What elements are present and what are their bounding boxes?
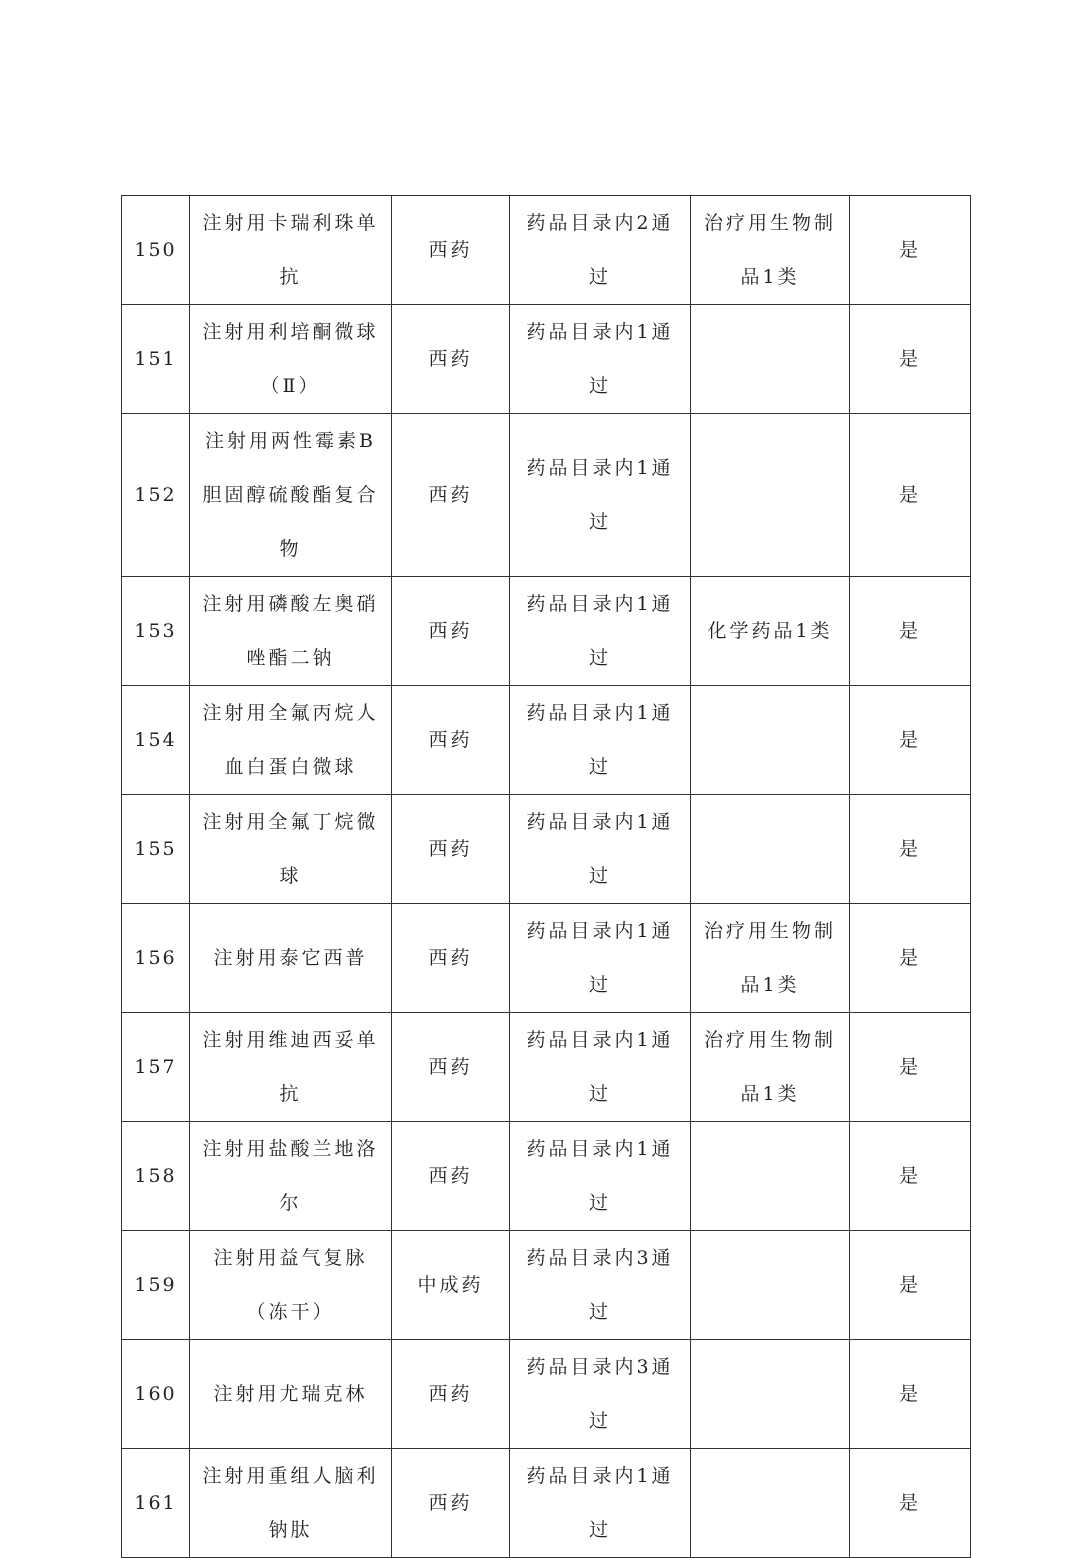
- row-number: 154: [122, 686, 190, 795]
- catalog-status: 药品目录内1通过: [510, 305, 691, 414]
- table-row: [122, 577, 971, 686]
- drug-type: 西药: [392, 305, 510, 414]
- row-number: 158: [122, 1122, 190, 1231]
- drug-type: 西药: [392, 904, 510, 1013]
- drug-name: 注射用利培酮微球（Ⅱ）: [190, 305, 392, 414]
- table-row: [122, 1231, 971, 1340]
- catalog-status: 药品目录内1通过: [510, 577, 691, 686]
- catalog-status: 药品目录内2通过: [510, 196, 691, 305]
- row-number: 157: [122, 1013, 190, 1122]
- drug-type: 西药: [392, 1340, 510, 1449]
- flag-cell: 是: [850, 904, 971, 1013]
- table-row: [122, 795, 971, 904]
- drug-list-table: [121, 195, 971, 1558]
- registration-category: 治疗用生物制品1类: [691, 1013, 850, 1122]
- drug-type: 西药: [392, 196, 510, 305]
- table-row: [122, 414, 971, 577]
- drug-name: 注射用两性霉素B胆固醇硫酸酯复合物: [190, 414, 392, 577]
- drug-type: 西药: [392, 1013, 510, 1122]
- table-row: [122, 1013, 971, 1122]
- catalog-status: 药品目录内3通过: [510, 1340, 691, 1449]
- flag-cell: 是: [850, 414, 971, 577]
- table-row: [122, 305, 971, 414]
- flag-cell: 是: [850, 196, 971, 305]
- table-row: [122, 904, 971, 1013]
- catalog-status: 药品目录内1通过: [510, 414, 691, 577]
- flag-cell: 是: [850, 577, 971, 686]
- drug-type: 西药: [392, 795, 510, 904]
- drug-type: 西药: [392, 577, 510, 686]
- registration-category: [691, 795, 850, 904]
- drug-name: 注射用全氟丙烷人血白蛋白微球: [190, 686, 392, 795]
- catalog-status: 药品目录内1通过: [510, 1013, 691, 1122]
- row-number: 153: [122, 577, 190, 686]
- drug-type: 西药: [392, 1122, 510, 1231]
- registration-category: [691, 305, 850, 414]
- flag-cell: 是: [850, 686, 971, 795]
- flag-cell: 是: [850, 1449, 971, 1558]
- flag-cell: 是: [850, 795, 971, 904]
- row-number: 150: [122, 196, 190, 305]
- row-number: 151: [122, 305, 190, 414]
- registration-category: [691, 1340, 850, 1449]
- drug-name: 注射用磷酸左奥硝唑酯二钠: [190, 577, 392, 686]
- flag-cell: 是: [850, 1122, 971, 1231]
- flag-cell: 是: [850, 305, 971, 414]
- registration-category: 治疗用生物制品1类: [691, 904, 850, 1013]
- table-row: [122, 1449, 971, 1558]
- flag-cell: 是: [850, 1231, 971, 1340]
- catalog-status: 药品目录内3通过: [510, 1231, 691, 1340]
- drug-name: 注射用全氟丁烷微球: [190, 795, 392, 904]
- registration-category: [691, 414, 850, 577]
- drug-type: 中成药: [392, 1231, 510, 1340]
- flag-cell: 是: [850, 1013, 971, 1122]
- registration-category: 治疗用生物制品1类: [691, 196, 850, 305]
- registration-category: 化学药品1类: [691, 577, 850, 686]
- catalog-status: 药品目录内1通过: [510, 1449, 691, 1558]
- row-number: 161: [122, 1449, 190, 1558]
- catalog-status: 药品目录内1通过: [510, 795, 691, 904]
- drug-name: 注射用益气复脉（冻干）: [190, 1231, 392, 1340]
- drug-name: 注射用盐酸兰地洛尔: [190, 1122, 392, 1231]
- drug-name: 注射用维迪西妥单抗: [190, 1013, 392, 1122]
- row-number: 155: [122, 795, 190, 904]
- row-number: 156: [122, 904, 190, 1013]
- table-row: [122, 196, 971, 305]
- drug-type: 西药: [392, 1449, 510, 1558]
- registration-category: [691, 1122, 850, 1231]
- catalog-status: 药品目录内1通过: [510, 904, 691, 1013]
- drug-type: 西药: [392, 686, 510, 795]
- table-row: [122, 1340, 971, 1449]
- catalog-status: 药品目录内1通过: [510, 1122, 691, 1231]
- drug-type: 西药: [392, 414, 510, 577]
- flag-cell: 是: [850, 1340, 971, 1449]
- catalog-status: 药品目录内1通过: [510, 686, 691, 795]
- row-number: 160: [122, 1340, 190, 1449]
- registration-category: [691, 686, 850, 795]
- row-number: 159: [122, 1231, 190, 1340]
- drug-name: 注射用重组人脑利钠肽: [190, 1449, 392, 1558]
- registration-category: [691, 1449, 850, 1558]
- drug-name: 注射用尤瑞克林: [190, 1340, 392, 1449]
- table-row: [122, 1122, 971, 1231]
- drug-name: 注射用泰它西普: [190, 904, 392, 1013]
- registration-category: [691, 1231, 850, 1340]
- drug-name: 注射用卡瑞利珠单抗: [190, 196, 392, 305]
- table-row: [122, 686, 971, 795]
- row-number: 152: [122, 414, 190, 577]
